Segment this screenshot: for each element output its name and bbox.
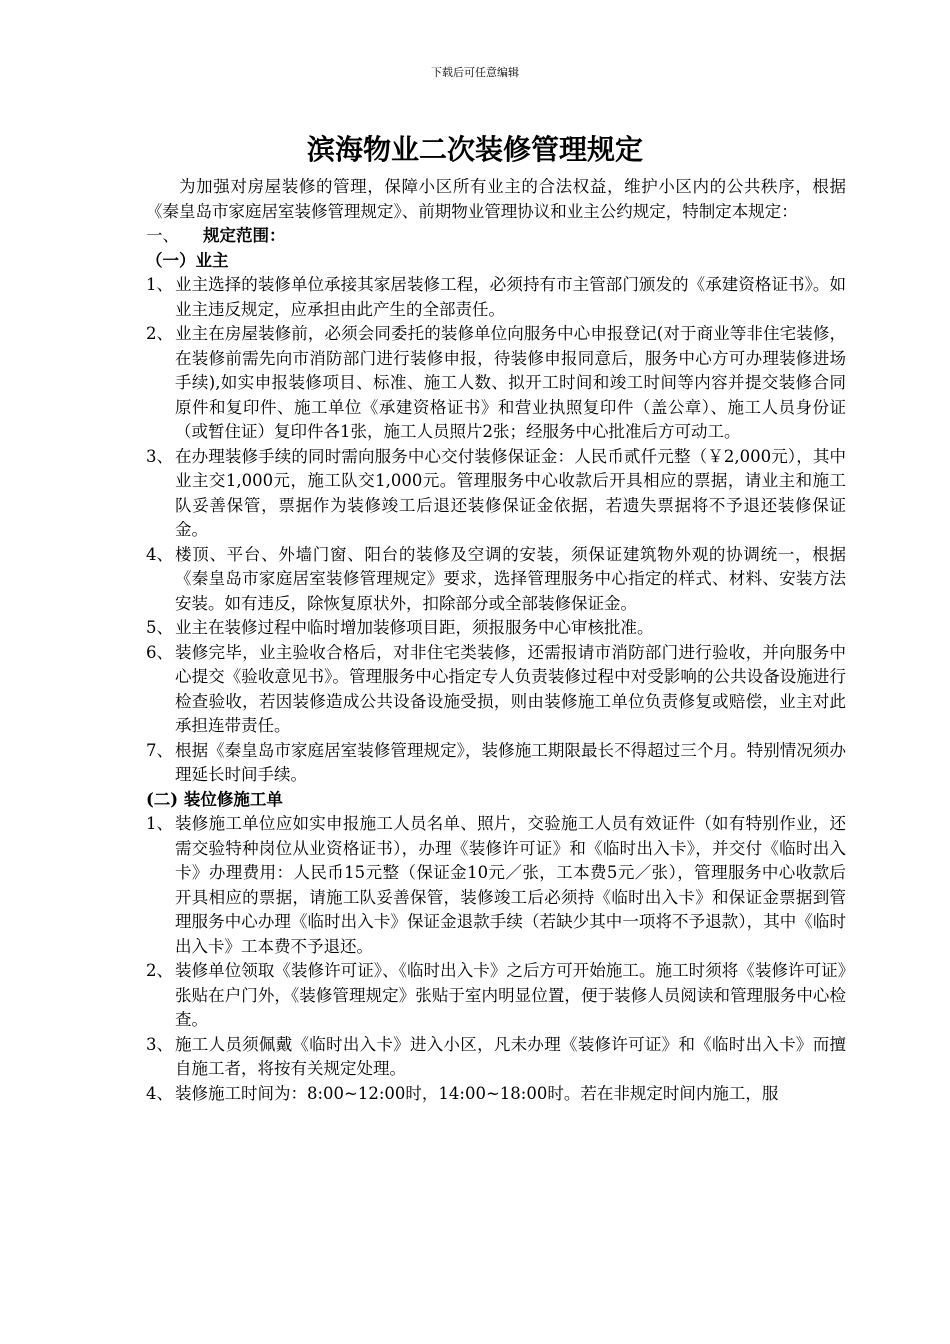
intro-paragraph: 为加强对房屋装修的管理，保障小区所有业主的合法权益，维护小区内的公共秩序，根据《秦皇岛市家庭居室装修管理规定》、前期物业管理协议和业主公约规定，特制定本规定： xyxy=(146,177,846,221)
item-text: 装修单位领取《装修许可证》、《临时出入卡》之后方可开始施工。施工时须将《装修许可证》张贴在户门外，《装修管理规定》张贴于室内明显位置，便于装修人员阅读和管理服务中心检查。 xyxy=(175,961,846,1029)
item-number: 4、 xyxy=(146,544,173,564)
list-item xyxy=(146,322,846,445)
item-text: 业主在房屋装修前，必须会同委托的装修单位向服务中心申报登记(对于商业等非住宅装修，在装修前需先向市消防部门进行装修申报，待装修申报同意后，服务中心方可办理装修进场手续),如实申报装修项目、标准、施工人数、拟开工时间和竣工时间等内容并提交装修合同原件和复印件、施工单位《承建资格证书》和营业执照复印件（盖公章）、施工人员身份证（或暂住证）复印件各1张，施工人员照片2张；经服务中心批准后方可动工。 xyxy=(175,324,846,441)
item-text: 业主在装修过程中临时增加装修项目距，须报服务中心审核批准。 xyxy=(175,618,654,637)
item-number: 1、 xyxy=(146,814,173,833)
subsection-heading-contractor: (二) 装位修施工单 xyxy=(146,789,283,809)
list-item xyxy=(146,959,846,1033)
subsection-heading-owner: （一）业主 xyxy=(146,250,229,270)
item-text: 根据《秦皇岛市家庭居室装修管理规定》，装修施工期限最长不得超过三个月。特别情况须办理延长时间手续。 xyxy=(175,740,846,784)
item-text: 装修施工单位应如实申报施工人员名单、照片，交验施工人员有效证件（如有特别作业，还需交验特种岗位从业资格证书），办理《装修许可证》和《临时出入卡》，并交付《临时出入卡》办理费用：人民币15元整（保证金10元／张，工本费5元／张），管理服务中心收款后开具相应的票据，请施工队妥善保管，装修竣工后必须持《临时出入卡》和保证金票据到管理服务中心办理《临时出入卡》保证金退款手续（若缺少其中一项将不予退款），其中《临时出入卡》工本费不予退还。 xyxy=(175,814,846,956)
list-item xyxy=(146,739,846,788)
list-item xyxy=(146,273,846,322)
item-text: 业主选择的装修单位承接其家居装修工程，必须持有市主管部门颁发的《承建资格证书》。如业主违反规定，应承担由此产生的全部责任。 xyxy=(175,275,846,319)
item-text: 在办理装修手续的同时需向服务中心交付装修保证金：人民币贰仟元整（￥2,000元），其中业主交1,000元，施工队交1,000元。管理服务中心收款后开具相应的票据，请业主和施工队妥善保管，票据作为装修竣工后退还装修保证金依据，若遗失票据将不予退还装修保证金。 xyxy=(175,446,846,539)
item-number: 6、 xyxy=(146,642,173,662)
list-item xyxy=(146,1033,846,1082)
item-number: 1、 xyxy=(146,275,173,294)
item-number: 2、 xyxy=(146,961,173,980)
section-number: 一、 xyxy=(146,226,179,245)
item-text: 装修完毕，业主验收合格后，对非住宅类装修，还需报请市消防部门进行验收，并向服务中心提交《验收意见书》。管理服务中心指定专人负责装修过程中对受影响的公共设备设施进行检查验收，若因装修造成公共设备设施受损，则由装修施工单位负责修复或赔偿，业主对此承担连带责任。 xyxy=(175,642,846,735)
list-item xyxy=(146,812,846,959)
header-note: 下载后可任意编辑 xyxy=(431,66,519,79)
list-item xyxy=(146,1082,846,1107)
item-number: 7、 xyxy=(146,740,173,760)
document-title: 滨海物业二次装修管理规定 xyxy=(306,133,643,166)
item-number: 5、 xyxy=(146,618,173,637)
list-item xyxy=(146,445,846,543)
item-number: 4、 xyxy=(146,1083,173,1103)
list-item xyxy=(146,641,846,739)
list-item xyxy=(146,616,846,641)
item-number: 3、 xyxy=(146,1034,173,1054)
item-number: 3、 xyxy=(146,446,173,466)
section-label: 规定范围： xyxy=(203,226,286,245)
item-number: 2、 xyxy=(146,324,173,343)
document-body xyxy=(146,175,846,1106)
item-text: 楼顶、平台、外墙门窗、阳台的装修及空调的安装，须保证建筑物外观的协调统一，根据《秦皇岛市家庭居室装修管理规定》要求，选择管理服务中心指定的样式、材料、安装方法安装。如有违反，除恢复原状外，扣除部分或全部装修保证金。 xyxy=(175,544,846,613)
list-item xyxy=(146,543,846,617)
section-heading-scope xyxy=(146,224,846,249)
item-text: 施工人员须佩戴《临时出入卡》进入小区，凡未办理《装修许可证》和《临时出入卡》而擅自施工者，将按有关规定处理。 xyxy=(175,1034,846,1078)
item-text: 装修施工时间为：8:00~12:00时，14:00~18:00时。若在非规定时间内施工，服 xyxy=(175,1083,779,1103)
